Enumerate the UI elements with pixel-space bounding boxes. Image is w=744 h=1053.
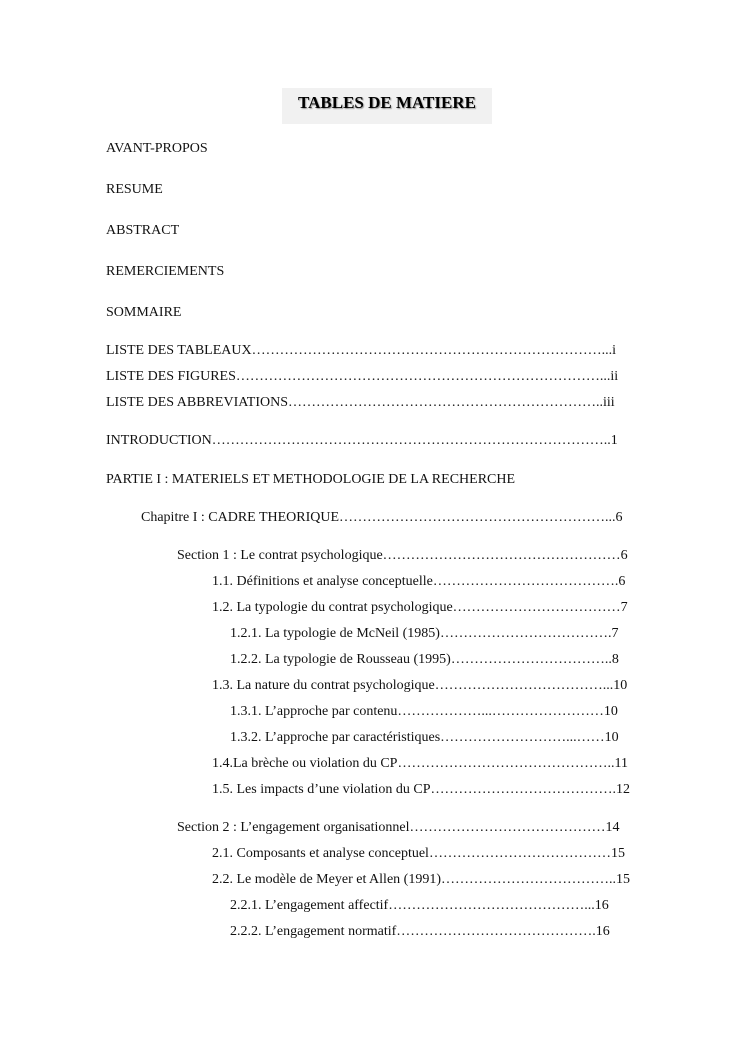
toc-entry-remerciements: REMERCIEMENTS xyxy=(106,264,225,279)
toc-entry-sommaire: SOMMAIRE xyxy=(106,305,182,320)
toc-entry-1-2-2: 1.2.2. La typologie de Rousseau (1995)……………………………..8 xyxy=(230,652,619,667)
toc-entry-liste-abbreviations: LISTE DES ABBREVIATIONS…………………………………………………………..iii xyxy=(106,395,615,410)
toc-entry-1-1: 1.1. Définitions et analyse conceptuelle………………………………….6 xyxy=(212,574,626,589)
toc-entry-section-2: Section 2 : L’engagement organisationnel……………………………………14 xyxy=(177,820,620,835)
toc-entry-1-3-1: 1.3.1. L’approche par contenu………………...……………………10 xyxy=(230,704,618,719)
toc-entry-abstract: ABSTRACT xyxy=(106,223,180,238)
toc-title: TABLES DE MATIERE xyxy=(282,88,492,124)
toc-entry-2-1: 2.1. Composants et analyse conceptuel…………………………………15 xyxy=(212,846,625,861)
toc-entry-2-2-1: 2.2.1. L’engagement affectif……………………………………...16 xyxy=(230,898,609,913)
toc-entry-liste-tableaux: LISTE DES TABLEAUX…………………………………………………………………...i xyxy=(106,343,617,358)
toc-entry-1-3-2: 1.3.2. L’approche par caractéristiques………………………...……10 xyxy=(230,730,619,745)
toc-entry-liste-figures: LISTE DES FIGURES……………………………………………………………………...ii xyxy=(106,369,619,384)
toc-entry-chapitre-1: Chapitre I : CADRE THEORIQUE…………………………………………………...6 xyxy=(141,510,623,525)
toc-entry-introduction: INTRODUCTION…………………………………………………………………………..1 xyxy=(106,433,618,448)
toc-entry-1-3: 1.3. La nature du contrat psychologique………………………………...10 xyxy=(212,678,628,693)
toc-entry-avant-propos: AVANT-PROPOS xyxy=(106,141,208,156)
toc-entry-1-2-1: 1.2.1. La typologie de McNeil (1985)……………………………….7 xyxy=(230,626,619,641)
toc-entry-1-5: 1.5. Les impacts d’une violation du CP………………………………….12 xyxy=(212,782,631,797)
toc-entry-2-2: 2.2. Le modèle de Meyer et Allen (1991)………………………………..15 xyxy=(212,872,630,887)
toc-entry-1-4: 1.4.La brèche ou violation du CP………………………………………..11 xyxy=(212,756,628,771)
toc-entry-section-1: Section 1 : Le contrat psychologique……………………………………………6 xyxy=(177,548,628,563)
toc-entry-partie-1: PARTIE I : MATERIELS ET METHODOLOGIE DE LA RECHERCHE xyxy=(106,472,516,487)
toc-entry-1-2: 1.2. La typologie du contrat psychologique………………………………7 xyxy=(212,600,628,615)
toc-entry-2-2-2: 2.2.2. L’engagement normatif…………………………………….16 xyxy=(230,924,610,939)
toc-entry-resume: RESUME xyxy=(106,182,163,197)
